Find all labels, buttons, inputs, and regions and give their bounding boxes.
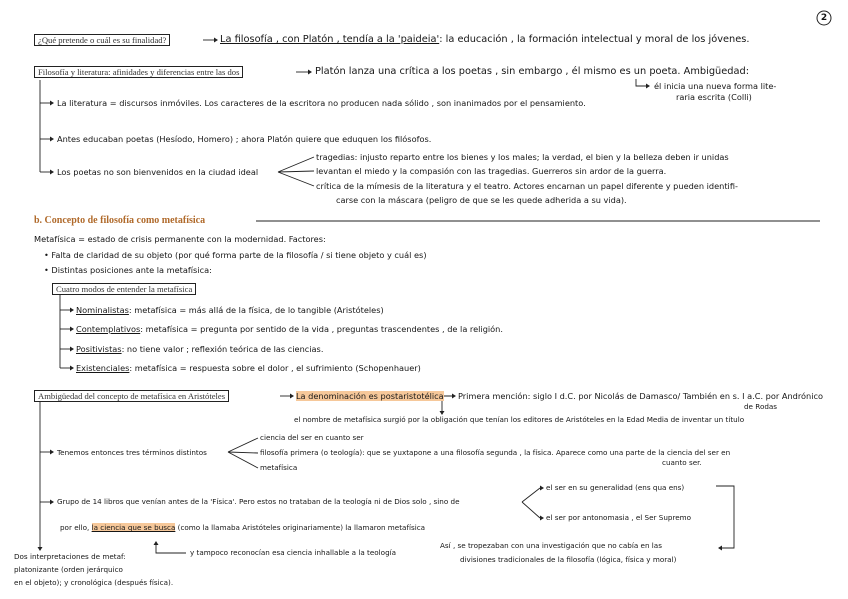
dos-interpretaciones-3: en el objeto); y cronológica (después física). — [14, 578, 174, 587]
metafisica-definition: Metafísica = estado de crisis permanente con la modernidad. Factores: — [34, 234, 326, 244]
por-ello-pre: por ello, — [60, 523, 90, 532]
mimesis-branch-2: carse con la máscara (peligro de que se les quede adherida a su vida). — [336, 195, 627, 205]
tragedias-branch: tragedias: injusto reparto entre los bienes y los males; la verdad, el bien y la belleza deben ir unidas — [316, 152, 729, 162]
factor-claridad: • Falta de claridad de su objeto (por qué forma parte de la filosofía / si tiene objeto y cuál es) — [44, 250, 427, 260]
factor-posiciones: • Distintas posiciones ante la metafísica: — [44, 265, 212, 275]
tres-terminos: Tenemos entonces tres términos distintos — [57, 448, 207, 457]
tampoco-teologia: y tampoco reconocían esa ciencia inhallable a la teología — [190, 548, 397, 557]
denominacion-highlight: La denominación es postaristotélica — [296, 391, 444, 401]
asi-tropezaban-2: divisiones tradicionales de la filosofía (lógica, física y moral) — [460, 555, 677, 564]
paideia-main: La filosofía , con Platón , tendía a la 'paideia' — [220, 34, 440, 45]
ser-supremo: el ser por antonomasia , el Ser Supremo — [546, 513, 692, 522]
ser-generalidad: el ser en su generalidad (ens qua ens) — [546, 483, 685, 492]
asi-tropezaban-1: Así , se tropezaban con una investigación que no cabía en las — [440, 541, 662, 550]
denominacion-postaristotelica — [296, 391, 444, 401]
mode-existenciales — [76, 363, 421, 373]
paideia-rest: : la educación , la formación intelectual y moral de los jóvenes. — [439, 34, 750, 45]
section-b-title: b. Concepto de filosofía como metafísica — [34, 215, 206, 226]
colli-note-2: raria escrita (Colli) — [676, 92, 752, 102]
mode-name: Nominalistas — [76, 305, 129, 315]
page-number: 2 — [820, 13, 828, 23]
mode-nominalistas — [76, 305, 384, 315]
mode-text: : metafísica = pregunta por sentido de la vida , preguntas trascendentes , de la religión. — [140, 324, 503, 334]
nombre-metafisica: el nombre de metafísica surgió por la obligación que tenían los editores de Aristóteles en la Edad Media de inventar un título — [294, 415, 745, 424]
mimesis-branch-1: crítica de la mímesis de la literatura y el teatro. Actores encarnan un papel diferente y pueden identifi- — [316, 181, 738, 191]
mode-name: Contemplativos — [76, 324, 141, 334]
mode-text: : metafísica = respuesta sobre el dolor , el sufrimiento (Schopenhauer) — [129, 363, 421, 373]
por-ello-post: (como la llamaba Aristóteles originariamente) la llamaron metafísica — [177, 523, 426, 532]
dos-interpretaciones-2: platonizante (orden jerárquico — [14, 565, 123, 574]
mode-contemplativos — [76, 324, 503, 334]
dos-interpretaciones-1: Dos interpretaciones de metaf: — [14, 552, 126, 561]
termino-filosofia-primera-2: cuanto ser. — [662, 458, 702, 467]
ciudad-ideal-item: Los poetas no son bienvenidos en la ciudad ideal — [57, 167, 259, 177]
mode-name: Existenciales — [76, 363, 130, 373]
primera-mencion: Primera mención: siglo I d.C. por Nicolás de Damasco/ También en s. I a.C. por Andrónico — [458, 391, 823, 401]
ambiguedad-box: Ambigüedad del concepto de metafísica en Aristóteles — [34, 390, 229, 402]
mode-name: Positivistas — [76, 344, 122, 354]
colli-note-1: él inicia una nueva forma lite- — [654, 81, 777, 91]
cuatro-modos-box: Cuatro modos de entender la metafísica — [52, 283, 196, 295]
miedo-branch: levantan el miedo y la compasión con las tragedias. Guerreros sin ardor de la guerra. — [316, 166, 667, 176]
grupo-14-libros: Grupo de 14 libros que venían antes de la 'Física'. Pero estos no trataban de la teología ni de Dios solo , sino de — [57, 497, 460, 506]
literatura-item: La literatura = discursos inmóviles. Los caracteres de la escritora no producen nada sólido , son inanimados por el pensamiento. — [57, 98, 586, 108]
termino-ciencia-ser: ciencia del ser en cuanto ser — [260, 433, 364, 442]
mode-positivistas — [76, 344, 323, 354]
mode-text: : no tiene valor ; reflexión teórica de las ciencias. — [121, 344, 324, 354]
por-ello-line — [60, 523, 425, 532]
mode-text: : metafísica = más allá de la física, de lo tangible (Aristóteles) — [128, 305, 384, 315]
question-literatura-box: Filosofía y literatura: afinidades y diferencias entre las dos — [34, 66, 243, 78]
termino-metafisica: metafísica — [260, 463, 298, 472]
question-finalidad-box: ¿Qué pretende o cuál es su finalidad? — [34, 34, 170, 46]
primera-mencion-2: de Rodas — [744, 402, 778, 411]
platon-critica: Platón lanza una crítica a los poetas , sin embargo , él mismo es un poeta. Ambigüedad: — [315, 66, 750, 77]
ciencia-que-se-busca: la ciencia que se busca — [91, 523, 176, 532]
poetas-educaban-item: Antes educaban poetas (Hesíodo, Homero) ; ahora Platón quiere que eduquen los filósofos. — [57, 134, 432, 144]
paideia-statement — [220, 34, 750, 46]
termino-filosofia-primera: filosofía primera (o teología): que se yuxtapone a una filosofía segunda , la física. Aparece como una parte de la ciencia del ser en — [260, 448, 731, 457]
